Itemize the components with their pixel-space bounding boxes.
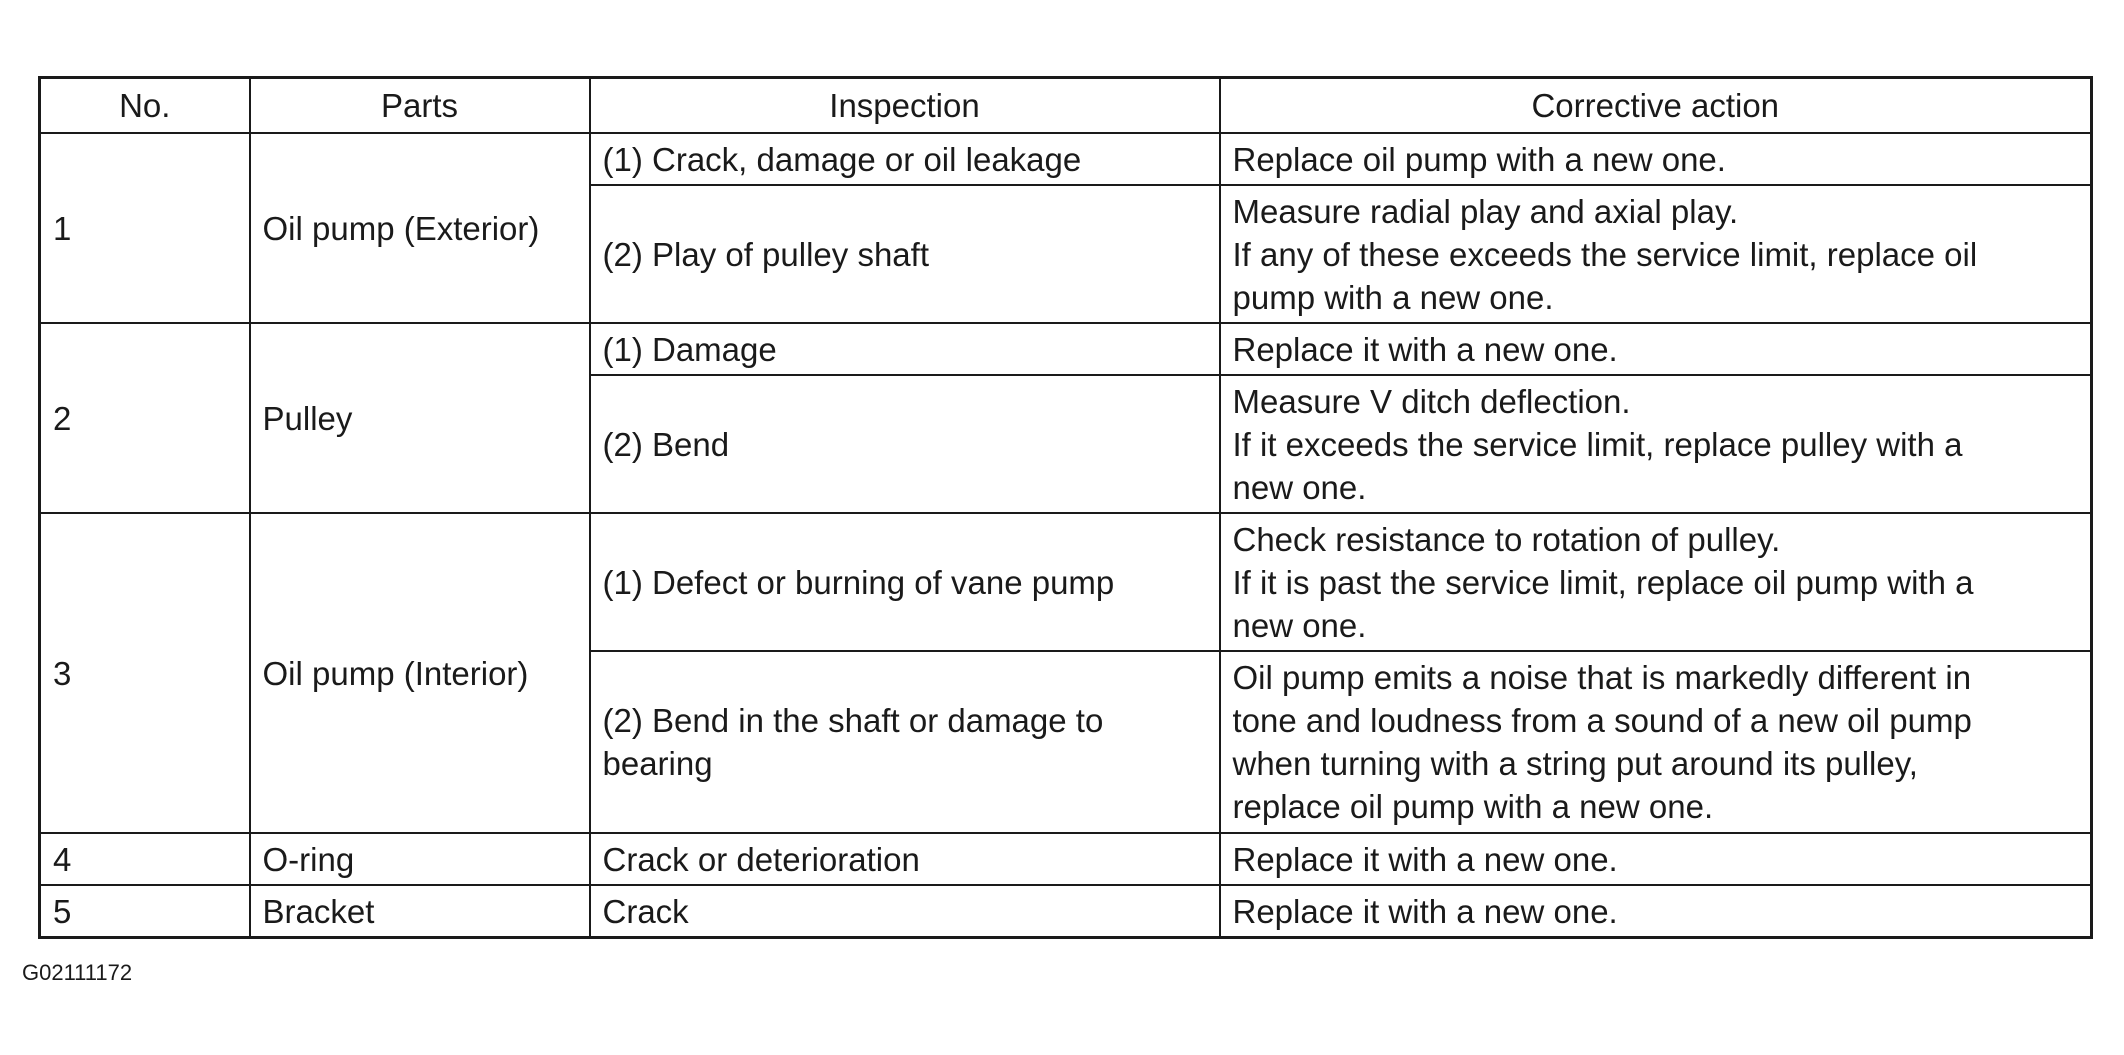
corrective-line: If it is past the service limit, replace oil pump with a (1232, 563, 1974, 601)
corrective-line: Replace it with a new one. (1232, 892, 1618, 930)
corrective-line: Measure V ditch deflection. (1232, 382, 1631, 420)
table-row (40, 885, 2092, 938)
inspection-cell (590, 885, 1220, 938)
corrective-cell (1220, 513, 2092, 651)
header-corrective-action: Corrective action (1220, 78, 2092, 134)
table-row (40, 133, 2092, 185)
header-no: No. (40, 78, 250, 134)
corrective-line: Replace it with a new one. (1232, 330, 1618, 368)
corrective-line: pump with a new one. (1232, 278, 1554, 316)
inspection-cell (590, 651, 1220, 833)
corrective-cell (1220, 323, 2092, 375)
inspection-line: Crack or deterioration (602, 840, 920, 878)
inspection-line: (2) Bend in the shaft or damage to (602, 702, 1104, 739)
inspection-line: bearing (602, 745, 713, 782)
corrective-cell (1220, 651, 2092, 833)
inspection-line: (1) Damage (602, 330, 777, 368)
corrective-line: new one. (1232, 468, 1367, 506)
inspection-cell (590, 833, 1220, 885)
corrective-line: new one. (1232, 606, 1367, 644)
inspection-line: Crack (602, 892, 689, 930)
corrective-line: when turning with a string put around its pulley, (1232, 745, 1918, 782)
corrective-line: Measure radial play and axial play. (1232, 192, 1739, 230)
part-name: Oil pump (Exterior) (250, 133, 590, 323)
table-row (40, 833, 2092, 885)
corrective-line: If any of these exceeds the service limit, replace oil (1232, 235, 1978, 273)
corrective-line: Replace oil pump with a new one. (1232, 140, 1726, 178)
corrective-line: Replace it with a new one. (1232, 840, 1618, 878)
inspection-cell (590, 375, 1220, 513)
part-name: Oil pump (Interior) (250, 513, 590, 833)
corrective-cell (1220, 185, 2092, 323)
corrective-line: Check resistance to rotation of pulley. (1232, 520, 1781, 558)
inspection-cell (590, 513, 1220, 651)
corrective-cell (1220, 885, 2092, 938)
inspection-line: (2) Bend (602, 425, 730, 463)
table-row (40, 513, 2092, 651)
corrective-cell (1220, 833, 2092, 885)
part-name: Pulley (250, 323, 590, 513)
corrective-cell (1220, 375, 2092, 513)
inspection-line: (1) Defect or burning of vane pump (602, 563, 1115, 601)
part-name: Bracket (250, 885, 590, 938)
table-row (40, 323, 2092, 375)
inspection-table (38, 76, 2093, 939)
corrective-cell (1220, 133, 2092, 185)
inspection-line: (2) Play of pulley shaft (602, 235, 929, 273)
inspection-line: (1) Crack, damage or oil leakage (602, 140, 1082, 178)
row-number: 3 (40, 513, 250, 833)
header-inspection: Inspection (590, 78, 1220, 134)
header-parts: Parts (250, 78, 590, 134)
corrective-line: If it exceeds the service limit, replace pulley with a (1232, 425, 1963, 463)
row-number: 5 (40, 885, 250, 938)
part-name: O-ring (250, 833, 590, 885)
inspection-cell (590, 323, 1220, 375)
corrective-line: replace oil pump with a new one. (1232, 788, 1714, 825)
figure-code: G02111172 (22, 960, 133, 985)
row-number: 4 (40, 833, 250, 885)
row-number: 1 (40, 133, 250, 323)
header-row (40, 78, 2092, 134)
corrective-line: Oil pump emits a noise that is markedly different in (1232, 659, 1972, 696)
inspection-cell (590, 185, 1220, 323)
row-number: 2 (40, 323, 250, 513)
inspection-cell (590, 133, 1220, 185)
corrective-line: tone and loudness from a sound of a new oil pump (1232, 702, 1972, 739)
